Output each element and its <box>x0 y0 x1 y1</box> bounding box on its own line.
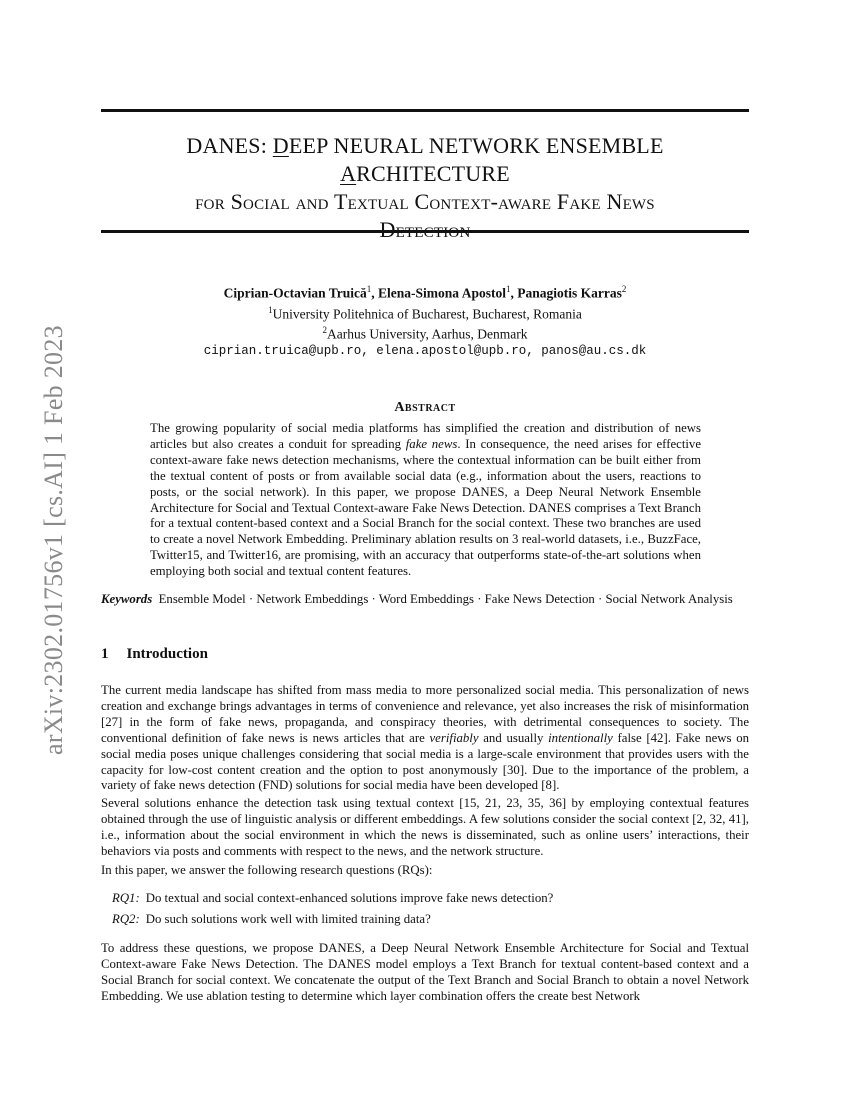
keywords-label: Keywords <box>101 592 153 606</box>
author-block <box>101 281 749 359</box>
affiliation-1: $^1$University Politehnica of Bucharest, Bucharest, Romania <box>268 304 582 321</box>
author-3: Panagiotis Karras <box>517 285 622 301</box>
abstract-text: The growing popularity of social media platforms has simplified the creation and distribution of news articles but also creates a conduit for spreading fake news. In consequence, the need arises for effective context-aware fake news detection mechanisms, where the contextual information can be built either from the textual content of posts or from available social data (e.g., information about the users, reactions to posts, or the social network). In this paper, we propose DANES, a Deep Neural Network Ensemble Architecture for Social and Textual Context-aware Fake News Detection. DANES comprises a Text Branch for a textual content-based context and a Social Branch for the social context. These two branches are used to create a novel Network Embedding. Preliminary ablation results on 3 real-world datasets, i.e., BuzzFace, Twitter15, and Twitter16, are promising, with an accuracy that outperforms state-of-the-art solutions when employing both social and textual content features. <box>150 421 702 579</box>
section-heading-introduction: 1 Introduction <box>101 646 208 662</box>
paper-title <box>101 132 749 244</box>
title-rule-top <box>101 109 749 112</box>
research-question-2: RQ2: Do such solutions work well with limited training data? <box>112 912 431 926</box>
arxiv-stamp: arXiv:2302.01756v1 [cs.AI] 1 Feb 2023 <box>39 325 68 755</box>
research-question-1: RQ1: Do textual and social context-enhanced solutions improve fake news detection? <box>112 891 554 905</box>
intro-paragraph-4: To address these questions, we propose DANES, a Deep Neural Network Ensemble Architecture for Social and Textual Context-aware Fake News Detection. The DANES model employs a Text Branch for textual content-based context and a Social Branch for social context. We concatenate the output of the Text Branch and Social Branch to obtain a novel Network Embedding. We use ablation testing to determine which layer combination offers the create best Network <box>101 941 749 1003</box>
author-2: Elena-Simona Apostol <box>378 285 506 301</box>
affiliation-2: $^2$Aarhus University, Aarhus, Denmark <box>322 325 528 342</box>
abstract-heading: Abstract <box>394 400 456 415</box>
author-emails: ciprian.truica@upb.ro, elena.apostol@upb.ro, panos@au.cs.dk <box>203 343 647 358</box>
title-line-2: for Social and Textual Context-aware Fake News <box>195 189 655 214</box>
title-rule-bottom <box>101 230 749 233</box>
keywords-list: Ensemble Model · Network Embeddings · Word Embeddings · Fake News Detection · Social Network Analysis <box>158 592 733 606</box>
intro-paragraph-2: Several solutions enhance the detection task using textual context [15, 21, 23, 35, 36] by employing contextual features obtained through the use of linguistic analysis or different embeddings. A few solutions consider the social context [2, 32, 41], i.e., information about the social environment in which the news is disseminated, such as online users’ interactions, their behaviors via posts and comments with respect to the news, and the network structure. <box>101 796 749 858</box>
intro-paragraph-3: In this paper, we answer the following research questions (RQs): <box>101 863 433 877</box>
title-underlined-D: D <box>272 133 289 158</box>
intro-paragraph-1: The current media landscape has shifted from mass media to more personalized social media. This personalization of news creation and exchange brings advantages in terms of convenience and relevance, yet also increases the risk of misinformation [27] in the form of fake news, propaganda, and conspiracy theories, with detrimental consequences to society. The conventional definition of fake news is news articles that are verifiably and usually intentionally false [42]. Fake news on social media poses unique challenges considering that social media is a large-scale environment that provides users with the capacity for low-cost content creation and the option to post anonymously [30]. Due to the importance of the problem, a variety of fake news detection (FND) solutions for social media have been developed [8]. <box>101 683 749 793</box>
keywords <box>101 592 749 608</box>
author-1: Ciprian-Octavian Truică <box>223 285 367 301</box>
author-names: Ciprian-Octavian Truică$^1$, Elena-Simona Apostol$^1$, Panagiotis Karras$^2$ <box>223 284 627 301</box>
title-underlined-A: A <box>340 161 357 186</box>
title-line-1: DANES: DEEP NEURAL NETWORK ENSEMBLE ARCHITECTURE <box>186 133 664 186</box>
